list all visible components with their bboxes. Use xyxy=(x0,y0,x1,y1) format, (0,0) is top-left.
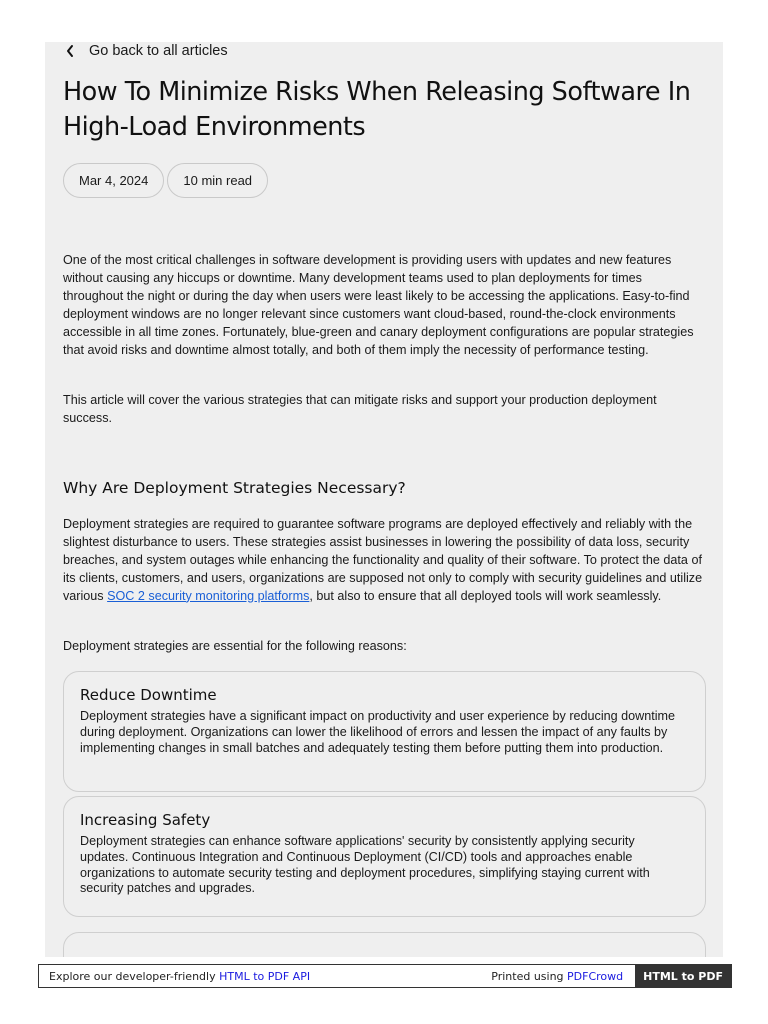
back-link-label[interactable]: Go back to all articles xyxy=(89,43,228,59)
footer-promo xyxy=(39,970,491,983)
reason-card-title: Reduce Downtime xyxy=(80,686,217,704)
footer-printed-text: Printed using xyxy=(491,969,568,983)
reason-card-body: Deployment strategies can enhance software applications' security by consistently applying security updates. Continuous Integration and Continuous Deployment (CI/CD) tools and approaches enable organizations to automate security testing and deployment procedures, simplifying staying current with security patches and upgrades. xyxy=(80,834,650,896)
section-text-after-link: , but also to ensure that all deployed tools will work seamlessly. xyxy=(309,588,662,603)
reason-card-title: Increasing Safety xyxy=(80,811,211,829)
read-time-badge: 10 min read xyxy=(167,163,268,198)
soc2-link[interactable]: SOC 2 security monitoring platforms xyxy=(107,588,310,603)
reason-card-body: Deployment strategies have a significant impact on productivity and user experience by reducing downtime during deployment. Organizations can lower the likelihood of errors and lessen the impact of any faults by implementing changes in small batches and adequately testing them before putting them into production. xyxy=(80,709,676,755)
article-title: How To Minimize Risks When Releasing Software In High-Load Environments xyxy=(63,77,691,142)
date-badge: Mar 4, 2024 xyxy=(63,163,164,198)
footer-promo-text: Explore our developer-friendly xyxy=(49,969,220,983)
section-heading: Why Are Deployment Strategies Necessary? xyxy=(63,479,406,497)
reasons-intro: Deployment strategies are essential for the following reasons: xyxy=(63,639,407,653)
reason-card-partial xyxy=(63,932,706,957)
footer-api-link[interactable]: HTML to PDF API xyxy=(219,969,311,983)
back-link[interactable] xyxy=(65,42,228,60)
reason-card xyxy=(63,671,706,792)
section-text-before-link: Deployment strategies are required to guarantee software programs are deployed effectively and reliably with the slightest disturbance to users. These strategies assist businesses in lowering the possibility of data loss, security breaches, and system outages while enhancing the functionality and quality of their software. To protect the data of its clients, customers, and users, organizations are supposed not only to comply with security guidelines and utilize various xyxy=(63,517,703,603)
footer-pdfcrowd-link[interactable]: PDFCrowd xyxy=(567,969,624,983)
html-to-pdf-button[interactable]: HTML to PDF xyxy=(635,965,731,987)
pdf-footer-bar xyxy=(38,964,732,988)
reason-card xyxy=(63,796,706,917)
chevron-left-icon xyxy=(65,44,75,58)
section-paragraph xyxy=(63,516,703,606)
intro-paragraph: One of the most critical challenges in software development is providing users with updates and new features without causing any hiccups or downtime. Many development teams used to plan deployments for times throughout the night or during the day when users were least likely to be accessing the applications. Easy-to-find deployment windows are no longer relevant since customers want cloud-based, round-the-clock environments accessible in all time zones. Fortunately, blue-green and canary deployment configurations are popular strategies that avoid risks and downtime almost totally, and both of them imply the necessity of performance testing. xyxy=(63,253,694,357)
footer-printed xyxy=(491,970,635,983)
article-meta xyxy=(63,163,268,198)
article-page xyxy=(45,42,723,957)
summary-paragraph: This article will cover the various strategies that can mitigate risks and support your production deployment success. xyxy=(63,393,657,425)
